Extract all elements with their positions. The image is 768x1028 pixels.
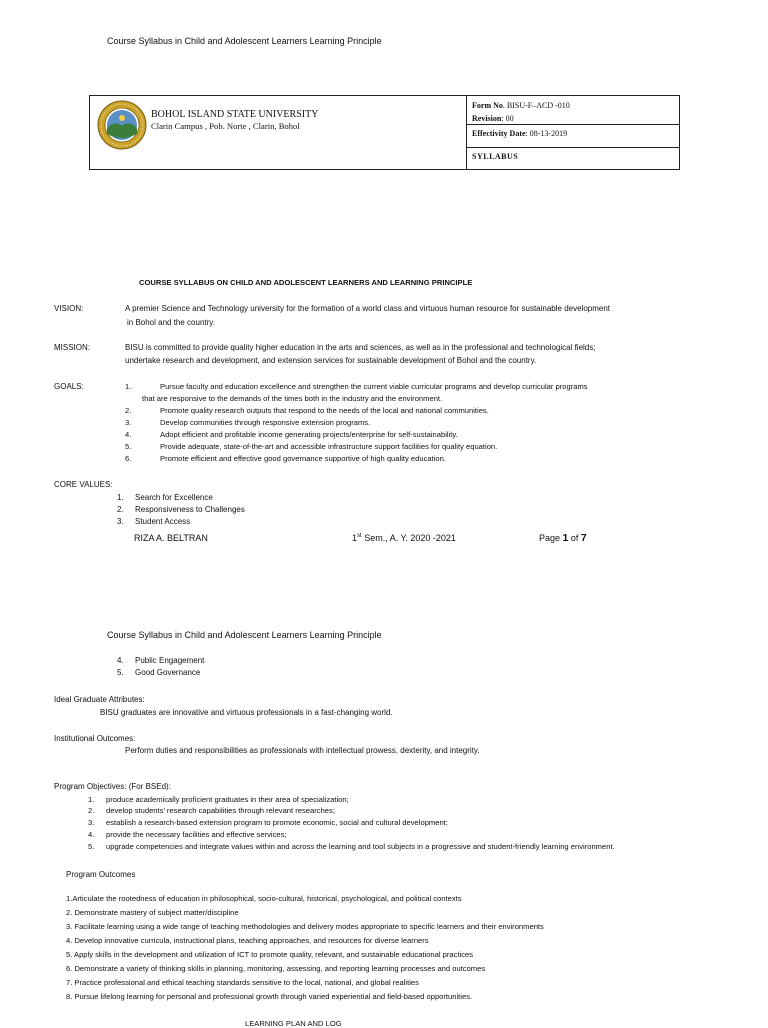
- core-value-text: Responsiveness to Challenges: [135, 505, 245, 514]
- goal-number: 6.: [125, 454, 132, 463]
- core-value-number: 3.: [117, 517, 124, 526]
- vision-text-line2: in Bohol and the country.: [127, 318, 215, 327]
- ideal-attributes-text: BISU graduates are innovative and virtuous professionals in a fast-changing world.: [100, 708, 393, 717]
- core-value-number: 1.: [117, 493, 124, 502]
- program-outcome-item: 1.Articulate the rootedness of education in philosophical, socio-cultural, historical, psychological, and political contexts: [66, 894, 462, 903]
- core-value-text: Public Engagement: [135, 656, 205, 665]
- vision-label: VISION:: [54, 304, 84, 313]
- footer-page-number: Page 1 of 7: [539, 532, 587, 544]
- goal-text-cont: that are responsive to the demands of the times both in the industry and the environment.: [142, 394, 443, 403]
- goal-text: Promote quality research outputs that respond to the needs of the local and national communities.: [160, 406, 489, 415]
- goals-label: GOALS:: [54, 382, 84, 391]
- program-outcome-item: 7. Practice professional and ethical teaching standards sensitive to the local, national, and global realities: [66, 978, 419, 987]
- objective-text: establish a research-based extension program to promote economic, social and cultural development;: [106, 818, 448, 827]
- goal-text: Pursue faculty and education excellence and strengthen the current viable curricular programs and develop curricular programs: [160, 382, 588, 391]
- objective-number: 1.: [88, 795, 95, 804]
- goal-number: 3.: [125, 418, 132, 427]
- goal-text: Provide adequate, state-of-the-art and accessible infrastructure support facilities for quality equation.: [160, 442, 498, 451]
- learning-plan-heading: LEARNING PLAN AND LOG: [245, 1019, 342, 1028]
- goal-text: Develop communities through responsive extension programs.: [160, 418, 371, 427]
- program-outcome-item: 3. Facilitate learning using a wide range of teaching methodologies and delivery modes appropriate to specific learners and their environments: [66, 922, 544, 931]
- core-value-text: Student Access: [135, 517, 191, 526]
- university-seal-logo: [97, 100, 147, 150]
- header-box: [89, 95, 680, 170]
- objective-text: upgrade competencies and integrate values within and across the learning and tool subjects in a progressive and student-friendly learning environment.: [106, 842, 615, 851]
- running-header: Course Syllabus in Child and Adolescent Learners Learning Principle: [107, 630, 382, 640]
- core-values-label: CORE VALUES:: [54, 480, 113, 489]
- goal-text: Adopt efficient and profitable income generating projects/enterprise for self-sustainability.: [160, 430, 458, 439]
- campus-address: Clarin Campus , Pob. Norte , Clarin, Bohol: [151, 121, 300, 131]
- effectivity-date: Effectivity Date: 08-13-2019: [472, 129, 568, 138]
- objective-text: provide the necessary facilities and effective services;: [106, 830, 287, 839]
- program-objectives-label: Program Objectives: (For BSEd):: [54, 782, 171, 791]
- syllabus-title: COURSE SYLLABUS ON CHILD AND ADOLESCENT LEARNERS AND LEARNING PRINCIPLE: [139, 278, 473, 287]
- core-value-text: Search for Excellence: [135, 493, 213, 502]
- program-outcome-item: 6. Demonstrate a variety of thinking skills in planning, monitoring, assessing, and reporting learning processes and outcomes: [66, 964, 486, 973]
- goal-text: Promote efficient and effective good governance supportive of high quality education.: [160, 454, 446, 463]
- core-value-number: 4.: [117, 656, 124, 665]
- running-header: Course Syllabus in Child and Adolescent Learners Learning Principle: [107, 36, 382, 46]
- goal-number: 2.: [125, 406, 132, 415]
- objective-number: 2.: [88, 806, 95, 815]
- objective-text: produce academically proficient graduates in their area of specialization;: [106, 795, 349, 804]
- goal-number: 1.: [125, 382, 132, 391]
- core-value-text: Good Governance: [135, 668, 201, 677]
- mission-text-line1: BISU is committed to provide quality higher education in the arts and sciences, as well as in the professional and technological fields;: [125, 343, 596, 352]
- objective-number: 5.: [88, 842, 95, 851]
- document-type: SYLLABUS: [472, 152, 519, 161]
- core-value-number: 5.: [117, 668, 124, 677]
- goal-number: 5.: [125, 442, 132, 451]
- university-name: BOHOL ISLAND STATE UNIVERSITY: [151, 109, 319, 120]
- institutional-outcomes-text: Perform duties and responsibilities as professionals with intellectual prowess, dexterity, and integrity.: [125, 746, 480, 755]
- core-value-number: 2.: [117, 505, 124, 514]
- revision: Revision: 00: [472, 114, 514, 123]
- vision-text-line1: A premier Science and Technology university for the formation of a world class and virtuous human resource for sustainable development: [125, 304, 610, 313]
- footer-author: RIZA A. BELTRAN: [134, 533, 208, 543]
- objective-number: 3.: [88, 818, 95, 827]
- footer-semester: 1st Sem., A. Y. 2020 -2021: [352, 533, 456, 543]
- mission-text-line2: undertake research and development, and extension services for sustainable development of Bohol and the country.: [125, 356, 537, 365]
- program-outcomes-label: Program Outcomes: [66, 870, 136, 879]
- program-outcome-item: 5. Apply skills in the development and utilization of ICT to promote quality, relevant, and sustainable educational practices: [66, 950, 474, 959]
- form-number: Form No. BISU-F–ACD -010: [472, 101, 570, 110]
- program-outcome-item: 4. Develop innovative curricula, instructional plans, teaching approaches, and resources for diverse learners: [66, 936, 429, 945]
- mission-label: MISSION:: [54, 343, 91, 352]
- objective-text: develop students’ research capabilities through relevant researches;: [106, 806, 335, 815]
- program-outcome-item: 8. Pursue lifelong learning for personal and professional growth through varied experiential and field-based opportunities.: [66, 992, 473, 1001]
- institutional-outcomes-label: Institutional Outcomes:: [54, 734, 136, 743]
- goal-number: 4.: [125, 430, 132, 439]
- program-outcome-item: 2. Demonstrate mastery of subject matter/discipline: [66, 908, 239, 917]
- ideal-attributes-label: Ideal Graduate Attributes:: [54, 695, 145, 704]
- objective-number: 4.: [88, 830, 95, 839]
